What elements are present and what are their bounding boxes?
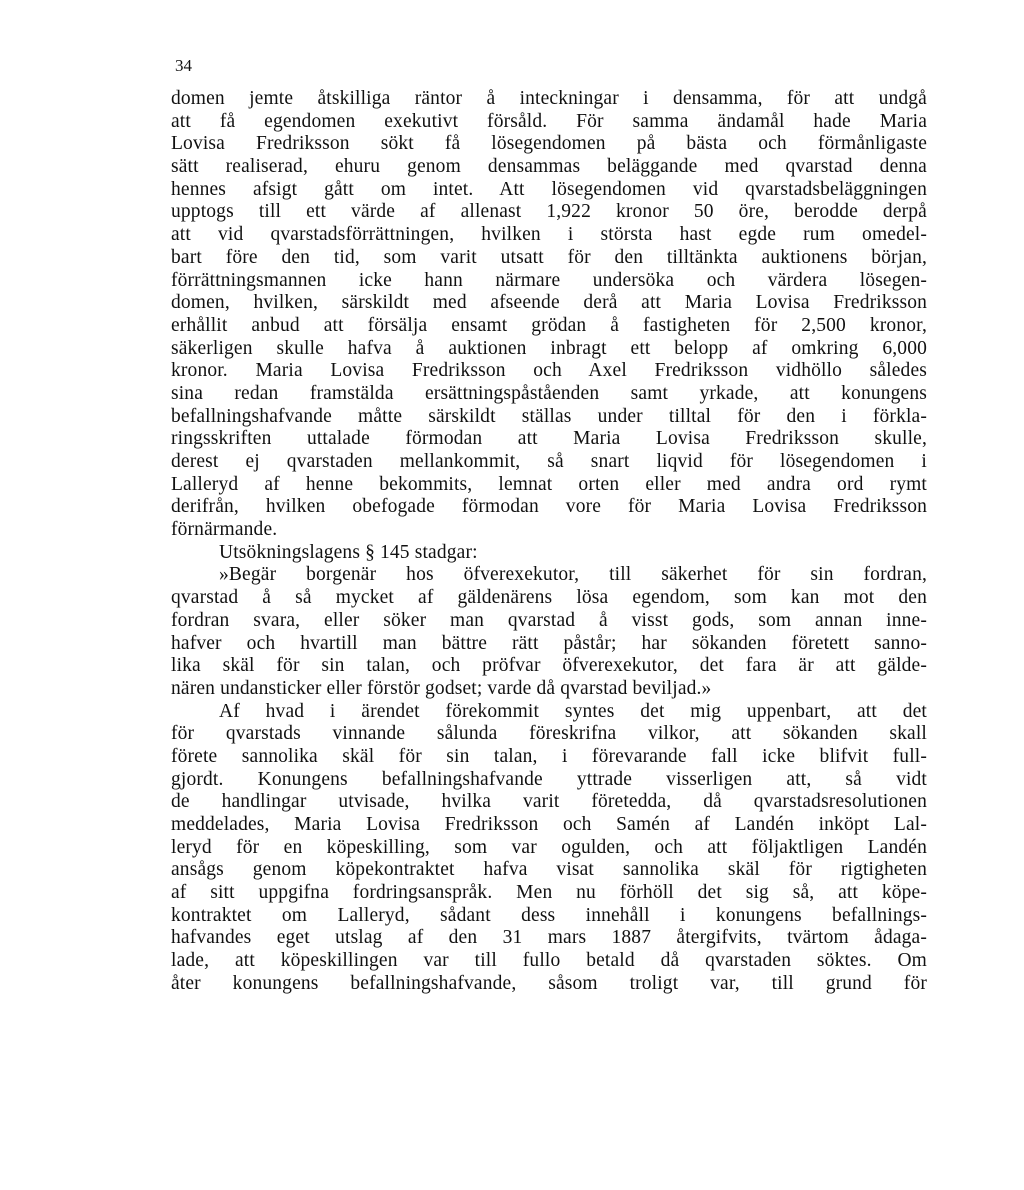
text-line: kronor. Maria Lovisa Fredriksson och Axel Fredriksson vidhöllo således <box>171 360 927 382</box>
text-line: ringsskriften uttalade förmodan att Maria Lovisa Fredriksson skulle, <box>171 428 927 450</box>
text-line: domen jemte åtskilliga räntor å inteckningar i densamma, för att undgå <box>171 88 927 109</box>
text-line: upptogs till ett värde af allenast 1,922 kronor 50 öre, berodde derpå <box>171 201 927 223</box>
text-line: lade, att köpeskillingen var till fullo betald då qvarstaden söktes. Om <box>171 950 927 972</box>
text-line: fordran svara, eller söker man qvarstad å visst gods, som annan inne- <box>171 609 927 631</box>
text-line: förete sannolika skäl för sin talan, i förevarande fall icke blifvit full- <box>171 745 927 767</box>
text-line: säkerligen skulle hafva å auktionen inbragt ett belopp af omkring 6,000 <box>171 337 927 359</box>
text-line: derifrån, hvilken obefogade förmodan vore för Maria Lovisa Fredriksson <box>171 496 927 518</box>
text-line: »Begär borgenär hos öfverexekutor, till säkerhet för sin fordran, <box>219 564 927 586</box>
text-line: Lovisa Fredriksson sökt få lösegendomen på bästa och förmånligaste <box>171 133 927 155</box>
text-line: ansågs genom köpekontraktet hafva visat sannolika skäl för rigtigheten <box>171 859 927 881</box>
text-line: hafver och hvartill man bättre rätt påstår; har sökanden företett sanno- <box>171 632 927 654</box>
text-line: Lalleryd af henne bekommits, lemnat orten eller med andra ord rymt <box>171 473 927 495</box>
text-line: att vid qvarstadsförrättningen, hvilken i största hast egde rum omedel- <box>171 224 927 246</box>
text-line: för qvarstads vinnande sålunda föreskrifna vilkor, att sökanden skall <box>171 723 927 745</box>
text-line: sina redan framstälda ersättningspåståenden samt yrkade, att konungens <box>171 382 927 404</box>
text-line: förrättningsmannen icke hann närmare undersöka och värdera lösegen- <box>171 269 927 291</box>
text-line: lika skäl för sin talan, och pröfvar öfverexekutor, det fara är att gälde- <box>171 655 927 677</box>
text-line: att få egendomen exekutivt försåld. För samma ändamål hade Maria <box>171 110 927 132</box>
text-line: domen, hvilken, särskildt med afseende derå att Maria Lovisa Fredriksson <box>171 292 927 314</box>
text-line: qvarstad å så mycket af gäldenärens lösa egendom, som kan mot den <box>171 587 927 609</box>
text-line: af sitt uppgifna fordringsanspråk. Men nu förhöll det sig så, att köpe- <box>171 882 927 904</box>
body-text <box>171 88 927 996</box>
text-line: förnärmande. <box>171 519 278 541</box>
text-line: befallningshafvande måtte särskildt ställas under tilltal för den i förkla- <box>171 405 927 427</box>
text-line: derest ej qvarstaden mellankommit, så snart liqvid för lösegendomen i <box>171 451 927 472</box>
text-line: meddelades, Maria Lovisa Fredriksson och Samén af Landén inköpt Lal- <box>171 814 927 835</box>
text-line: hennes afsigt gått om intet. Att lösegendomen vid qvarstadsbeläggningen <box>171 178 927 200</box>
page-number: 34 <box>175 56 192 75</box>
text-line: leryd för en köpeskilling, som var ogulden, och att följaktligen Landén <box>171 836 927 858</box>
text-line: erhållit anbud att försälja ensamt grödan å fastigheten för 2,500 kronor, <box>171 314 927 336</box>
text-line: Af hvad i ärendet förekommit syntes det mig uppenbart, att det <box>219 700 927 722</box>
text-line: Utsökningslagens § 145 stadgar: <box>219 541 478 563</box>
text-line: sätt realiserad, ehuru genom densammas beläggande med qvarstad denna <box>171 156 927 178</box>
text-line: bart före den tid, som varit utsatt för den tilltänkta auktionens början, <box>171 246 927 268</box>
text-line: kontraktet om Lalleryd, sådant dess innehåll i konungens befallnings- <box>171 904 927 926</box>
text-line: åter konungens befallningshafvande, såsom troligt var, till grund för <box>171 972 927 994</box>
text-line: de handlingar utvisade, hvilka varit företedda, då qvarstadsresolutionen <box>171 791 927 813</box>
text-line: gjordt. Konungens befallningshafvande yttrade visserligen att, så vidt <box>171 768 927 790</box>
text-line: hafvandes eget utslag af den 31 mars 1887 återgifvits, tvärtom ådaga- <box>171 927 927 949</box>
text-line: nären undansticker eller förstör godset; varde då qvarstad beviljad.» <box>171 677 712 699</box>
